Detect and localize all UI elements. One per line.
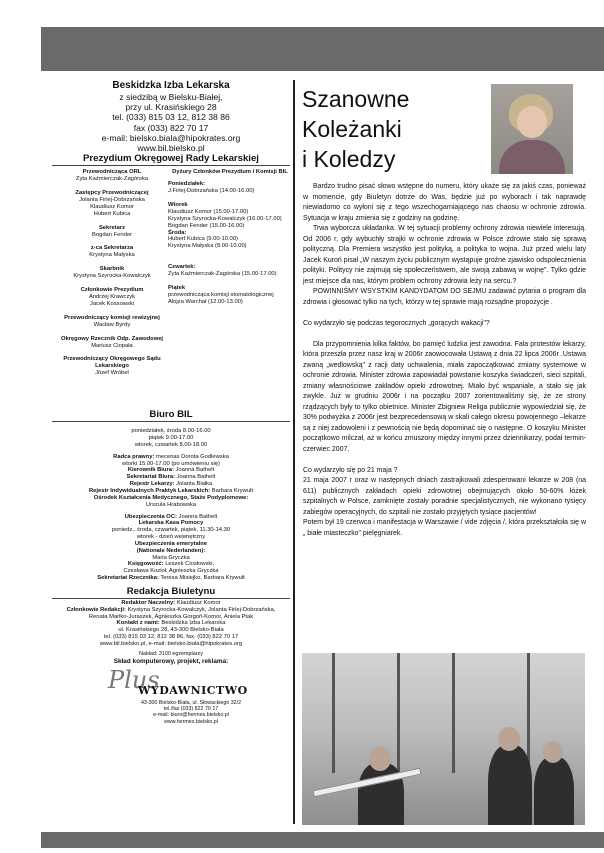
office-contact-sub: poniedz., środa, czwartek, piątek, 11.30-14.30 [111,527,231,534]
duty-day: Wtorek [168,201,188,208]
office-contact: Radca prawny: mecenas Dorota Godlewska [113,453,229,460]
duty-entry: Bogdan Fender (15.00-16.00) [168,222,245,229]
prezydium-section [52,166,290,409]
contact-line: ul. Krasińskiego 28, 43-300 Bielsko-Biała [118,627,224,634]
duty-day: Czwartek: [168,264,196,271]
print-run: Nakład: 3100 egzemplarzy [139,650,203,657]
member-name: Hubert Kubica [93,210,131,217]
article-subheading: Co wydarzyło się po 21 maja ? [303,466,398,474]
masthead-column [52,80,290,725]
article-subheading: Co wydarzyło się podczas tegorocznych „gorących wakacji"? [303,319,490,327]
role-label: Przewodniczący Okręgowego Sądu Lekarskiego [63,356,161,370]
header-bar [41,27,604,71]
headline-line: Koleżanki [302,116,402,142]
duty-entry: Krystyna Szyrocka-Kowalczyk (16.00-17.00) [168,215,282,222]
duty-hours [168,169,292,306]
office-contact-sub: wtorek - dzień wewnętrzny [136,534,206,541]
office-contact: Ubezpieczenia OC: Joanna Bathelt [124,513,218,520]
headline-line: Szanowne [302,86,410,112]
office-hours: wtorek, czwartek 8.00-18.00 [134,441,208,448]
contact-line: 43-300 Bielsko-Biała, ul. Słowackiego 32/2 [140,699,242,706]
article-headline [302,84,409,174]
contact-line: e-mail: biuro@hermes.bielsko.pl [153,712,229,719]
role-label: Sekretarz [98,224,126,231]
prezydium-members [52,169,172,377]
typesetting-credit: Skład komputerowy, projekt, reklama: [113,657,229,665]
article-paragraph: Potem był 19 czerwca i manifestacja w Warszawie / vide zdjęcia /, która przekształciła się w „ białe miasteczko" pielęgniarek. [303,519,586,537]
member-name: Wacław Byrdy [93,321,131,328]
duty-entry: Hubert Kubica (9.00-10.00) [168,236,238,243]
office-contact: Sekretariat Rzecznika: Teresa Misiejko, Barbara Krywult [97,575,245,582]
article-paragraph: Trwa wyborcza układanka. W tej sytuacji problemy ochrony zdrowia niewiele interesują. Od 2006 r, gdy wybuchły strajki w ochronie zdrowia w Polsce zdrowie stało się sprawą polityczną. Dla Premiera wszystko jest polityką, a polityka to wojna. Już przed wielu laty Jacek Kuroń pisał „W naszym życiu publicznym wystąpuje groźne zjawisko odspołecznienia polityki. Politycy nie zajmują się społeczeństwem, ale swoją zabawą w wojnę". Tylko gdzie jest miejsce dla nas, którym problem ochrony zdrowia leży na sercu.? [303,225,586,285]
duty-entry: Klaudiusz Komor (15.00-17.00) [168,208,249,215]
role-label: Zastępcy Przewodniczącej [75,190,149,197]
contact-line: tel. (033) 815 03 12, 812 38 86, fax. (033) 822 70 17 [103,634,239,641]
office-contact: Ośrodek Kształcenia Medycznego, Staże Podyplomowe: [93,494,249,501]
publisher-fax: fax (033) 822 70 17 [133,122,209,133]
article-body [303,182,586,539]
publisher-contact [52,700,290,725]
publisher-email: e-mail: bielsko.biala@hipokrates.org [101,132,241,143]
logo-wydawnictwo: WYDAWNICTWO [138,683,248,697]
protest-photo [302,653,585,825]
publisher-info [52,80,290,153]
headline-line: i Koledzy [302,146,396,172]
member-name: Mariusz Ciopała [91,342,133,349]
publisher-phone: tel. (033) 815 03 12, 812 38 86 [112,112,230,123]
author-photo [491,84,573,174]
duty-entry: przewodnicząca komisji stomatologicznej [168,292,274,298]
redakcja-section [52,600,290,648]
office-contact: Ubezpieczenia emerytalne [134,540,208,547]
editor-in-chief: Redaktor Naczelny: Klaudiusz Komor [121,599,221,606]
duty-entry: Krystyna Małyska (8.00-10.00) [168,243,247,250]
office-contact-sub: wtorki 15.00-17.00 (po umówieniu się) [122,460,220,467]
editorial-members: Członkowie Redakcji: Krystyna Szyrocka-Kowalczyk, Jolanta Firlej-Dobrzańska, [66,606,276,613]
publisher-website: www.bil.bielsko.pl [137,143,205,154]
article-paragraph: 21 maja 2007 r oraz w następnych dniach zastrajkowali zdesperowani lekarze w 208 (na 611) publicznych zakładach opieki zdrowotnej obejmujących około 50-60% łóżek szpitalnych w Polsce, zamknięte zostały poradnie specjalistycznych, nie wykonano tysięcy zabiegów operacyjnych, do szpitali nie zostało przyjętych tysiące pacjentów! [303,477,586,516]
duty-entry: J.Firlej-Dobrzańska (14.00-16.00) [168,188,255,195]
duty-day: Poniedziałek: [168,181,206,188]
office-contact: Lekarska Kasa Pomocy [138,520,204,527]
role-label: Skarbnik [99,266,125,273]
office-contact: (Nationale Nederlanden): [136,547,206,554]
member-name: Jacek Kossowski [89,300,135,307]
logo-plus: Plus [108,665,160,694]
contact-line: www.hermes.bielsko.pl [164,718,218,725]
article-paragraph: POWINNIŚMY WSYSTKIM KANDYDATOM DO SEJMU zadawać pytania o program dla zdrowia i głosować tylko na tych, którzy w tej sprawie mają rozsądne propozycje . [303,288,586,306]
contact-label: Kontakt z nami: Beskidzka Izba Lekarska [116,620,226,627]
role-label: Członkowie Prezydium [80,287,144,294]
member-name: Jolanta Firlej-Dobrzańska [79,196,145,203]
office-contact-sub: Urszula Hrabowska [145,501,197,508]
office-contact-sub: Czesława Kozioł, Agnieszka Gryczka [123,568,219,575]
publisher-line: z siedzibą w Bielsku-Białej, [119,92,223,102]
contact-line: www.bil.bielsko.pl, e-mail: bielsko.biala@hipokrates.org [99,641,243,647]
duty-day: Środa: [168,229,187,236]
article-paragraph: Dla przypomnienia kilka faktów, bo pamięć ludzka jest zawodna. Fala protestów lekarzy, która przeszła przez nasz kraj w 2006r zaowocowała Ustawą z dnia 22 lipca 2006r .Ustawa zwaną „wedlowską" z racji daty uchwalenia, miała zapoczątkować zmiany systemowe w ochronie zdrowia. Minister zdrowia zapowiadał powstanie koszyka świadczeń, sieci szpitali, zmiany własnościowe zakładów opieki zdrowotnej. Miało być wspaniale, a stało się jak zwykle. Już w grudniu 2006r i na początku 2007 zorientowaliśmy się, że ze strony rządzących były to tylko obietnice. Minister Zbigniew Religa publicznie wypowiedział się, że 30% podwyżka z 2006r jest bezprecedensową w skali całego okresu powojennego –lekarze są z niej zadowoleni i z pewnością nie będą dopominać się o następne. O koszyku Minister początkowo milczał, aż w końcu zmuszony między innymi przez dziennikarzy, podał termin- czerwiec 2007. [303,340,586,453]
duty-entry: Alojza Warchał (12.00-13.00) [168,298,243,305]
footer-bar [41,832,604,848]
office-contact-sub: Maria Gryczka [152,554,190,561]
office-contact: Rejestr Lekarzy: Jolanta Białka [129,481,213,488]
office-hours: poniedziałek, środa 8.00-16.00 [131,428,211,435]
office-contact: Kierownik Biura: Joanna Bathelt [127,467,215,474]
role-label: Przewodniczący komisji rewizyjnej [64,314,160,321]
duty-day: Piątek [168,285,186,292]
article-paragraph: Bardzo trudno pisać słowo wstępne do numeru, który ukaże się za jakiś czas, ponieważ w momencie, gdy Biuletyn dotrze do Was, będzie już po wyborach i tak naprawdę niewiadomo co wyłoni się z tego wszechogarniającego nas chaosu w ochronie zdrowia. Sytuacja w kraju zmienia się z godziny na godzinę. [303,183,586,222]
role-label: Przewodnicząca ORL [82,169,142,176]
member-name: Bogdan Fender [92,231,132,238]
duty-title: Dyżury Członków Prezydium i Komisji BIL [172,169,288,176]
publisher-name: Beskidzka Izba Lekarska [112,80,230,91]
editorial-members-more: Renata Marlko-Juraszek, Agnieszka Gorgoń-Komor, Aniela Ptak [88,613,254,620]
publisher-line: przy ul. Krasińskiego 28 [125,102,217,113]
member-name: Klaudiusz Komor [90,203,134,210]
member-name: Krystyna Małyska [89,252,135,259]
publisher-logo [52,666,290,700]
role-label: z-ca Sekretarza [90,245,134,252]
member-name: Krystyna Szyrocka-Kowalczyk [73,273,151,280]
biuro-title: Biuro BIL [52,409,290,422]
prezydium-title: Prezydium Okręgowej Rady Lekarskiej [52,153,290,166]
member-name: Zyta Kaźmierczak-Zagórska [75,176,149,183]
column-divider [293,80,295,824]
member-name: Józef Wróbel [95,370,129,377]
office-contact: Sekretariat Biura: Joanna Bathelt [126,474,216,481]
biuro-section [52,423,290,582]
office-hours: piątek 9.00-17.00 [148,435,194,442]
office-contact: Rejestr Indywidualnych Praktyk Lekarskich: Barbara Krywult [89,487,253,494]
redakcja-title: Redakcja Biuletynu [52,586,290,599]
office-contact: Księgowość: Leszek Ciosłowski, [127,561,215,568]
contact-line: tel./fax (033) 822 70 17 [163,706,219,713]
member-name: Andrzej Krawczyk [88,294,136,300]
role-label: Okręgowy Rzecznik Odp. Zawodowej [60,335,164,342]
duty-entry: Zyta Kaźmierczak-Zagórska (15.00-17.00) [168,271,277,278]
